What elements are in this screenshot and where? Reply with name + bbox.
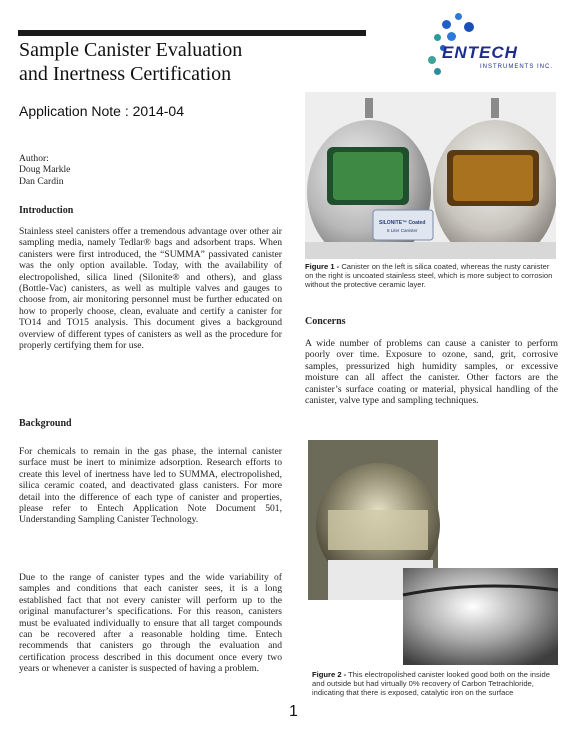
logo-subtitle: INSTRUMENTS INC. — [480, 64, 553, 70]
figure-2-caption — [312, 670, 558, 697]
canisters-photo — [305, 92, 556, 259]
logo-wordmark: ENTECH — [442, 43, 518, 62]
entech-logo — [420, 10, 565, 85]
figure-1-caption-text: Canister on the left is silica coated, whereas the rusty canister on the right is uncoated stainless steel, which is more subject to corrosion without the protective ceramic layer. — [305, 262, 553, 289]
background-para-2: Due to the range of canister types and the wide variability of samples and conditions that each canister sees, it is a long established fact that not every canister will perform up to the original manufacturer’s specifications. For this reason, canisters must be evaluated individually to ensure that all target compounds can be recovered after a reasonable holding time. Entech recommends that canisters go through the evaluation and certification process described in this document once every two years or whenever a canister is suspected of having a problem. — [19, 572, 282, 675]
introduction-body: Stainless steel canisters offer a tremendous advantage over other air sampling media, namely Tedlar® bags and adsorbent traps. When canisters were first introduced, the “SUMMA” passivated canister was the only option available. Today, with the availability of electropolished, silica lined (Silonite® and others), and glass (Bottle-Vac) canisters, as well as multiple valves and gauges to choose from, air monitoring personnel must be further educated on how to properly choose, clean, evaluate and certify a canister for TO14 and TO15 analysis. This document gives a background overview of different types of canisters as well as the procedure for properly certifying them for use. — [19, 226, 282, 352]
figure-2-photo — [308, 440, 558, 665]
logo-dot — [434, 34, 441, 41]
logo-dot — [428, 56, 436, 64]
concerns-heading: Concerns — [305, 316, 346, 327]
figure-2-caption-text: This electropolished canister looked good both on the inside and outside but had virtually 0% recovery of Carbon Tetrachloride, indicating that there is exposed, catalytic iron on the surface — [312, 670, 550, 697]
page-number: 1 — [289, 703, 298, 720]
logo-dot — [447, 32, 456, 41]
author-name: Dan Cardin — [19, 175, 64, 187]
background-heading: Background — [19, 418, 72, 429]
silonite-badge-line2: 6 Liter Canister — [387, 228, 418, 233]
figure-2-label: Figure 2 - — [312, 670, 347, 679]
introduction-heading: Introduction — [19, 205, 74, 216]
silonite-badge-line1: SILONITE™ Coated — [379, 220, 426, 226]
electropolished-canister-photo — [308, 440, 558, 665]
header-rule — [18, 30, 366, 36]
title-line-1: Sample Canister Evaluation — [19, 39, 243, 61]
app-note-number: Application Note : 2014-04 — [19, 103, 184, 119]
logo-dot — [455, 13, 462, 20]
figure-1-label: Figure 1 - — [305, 262, 340, 271]
author-name: Doug Markle — [19, 164, 71, 176]
figure-1-photo — [305, 92, 556, 259]
logo-dot — [464, 22, 474, 32]
background-para-1: For chemicals to remain in the gas phase, the internal canister surface must be inert to minimize adsorption. Research efforts to create this level of inertness have led to SUMMA, electropolished, silica ceramic coated, and deactivated glass canisters. For more detail into the difference of each type of canister and properties, please refer to Entech Application Note Document 501, Understanding Sampling Canister Technology. — [19, 446, 282, 526]
author-label: Author: — [19, 153, 49, 164]
concerns-body: A wide number of problems can cause a canister to perform poorly over time. Exposure to ozone, sand, grit, corrosive samples, pressurized high humidity samples, or excessive moisture can all affect the canister. Other factors are the canister’s surface coating or material, physical handling of the canister, valve type and sampling techniques. — [305, 338, 558, 407]
title-line-2: and Inertness Certification — [19, 63, 232, 85]
logo-dot — [434, 68, 441, 75]
figure-1-caption — [305, 262, 558, 289]
author-block — [19, 153, 279, 187]
page-title — [19, 38, 319, 86]
logo-dot — [442, 20, 451, 29]
